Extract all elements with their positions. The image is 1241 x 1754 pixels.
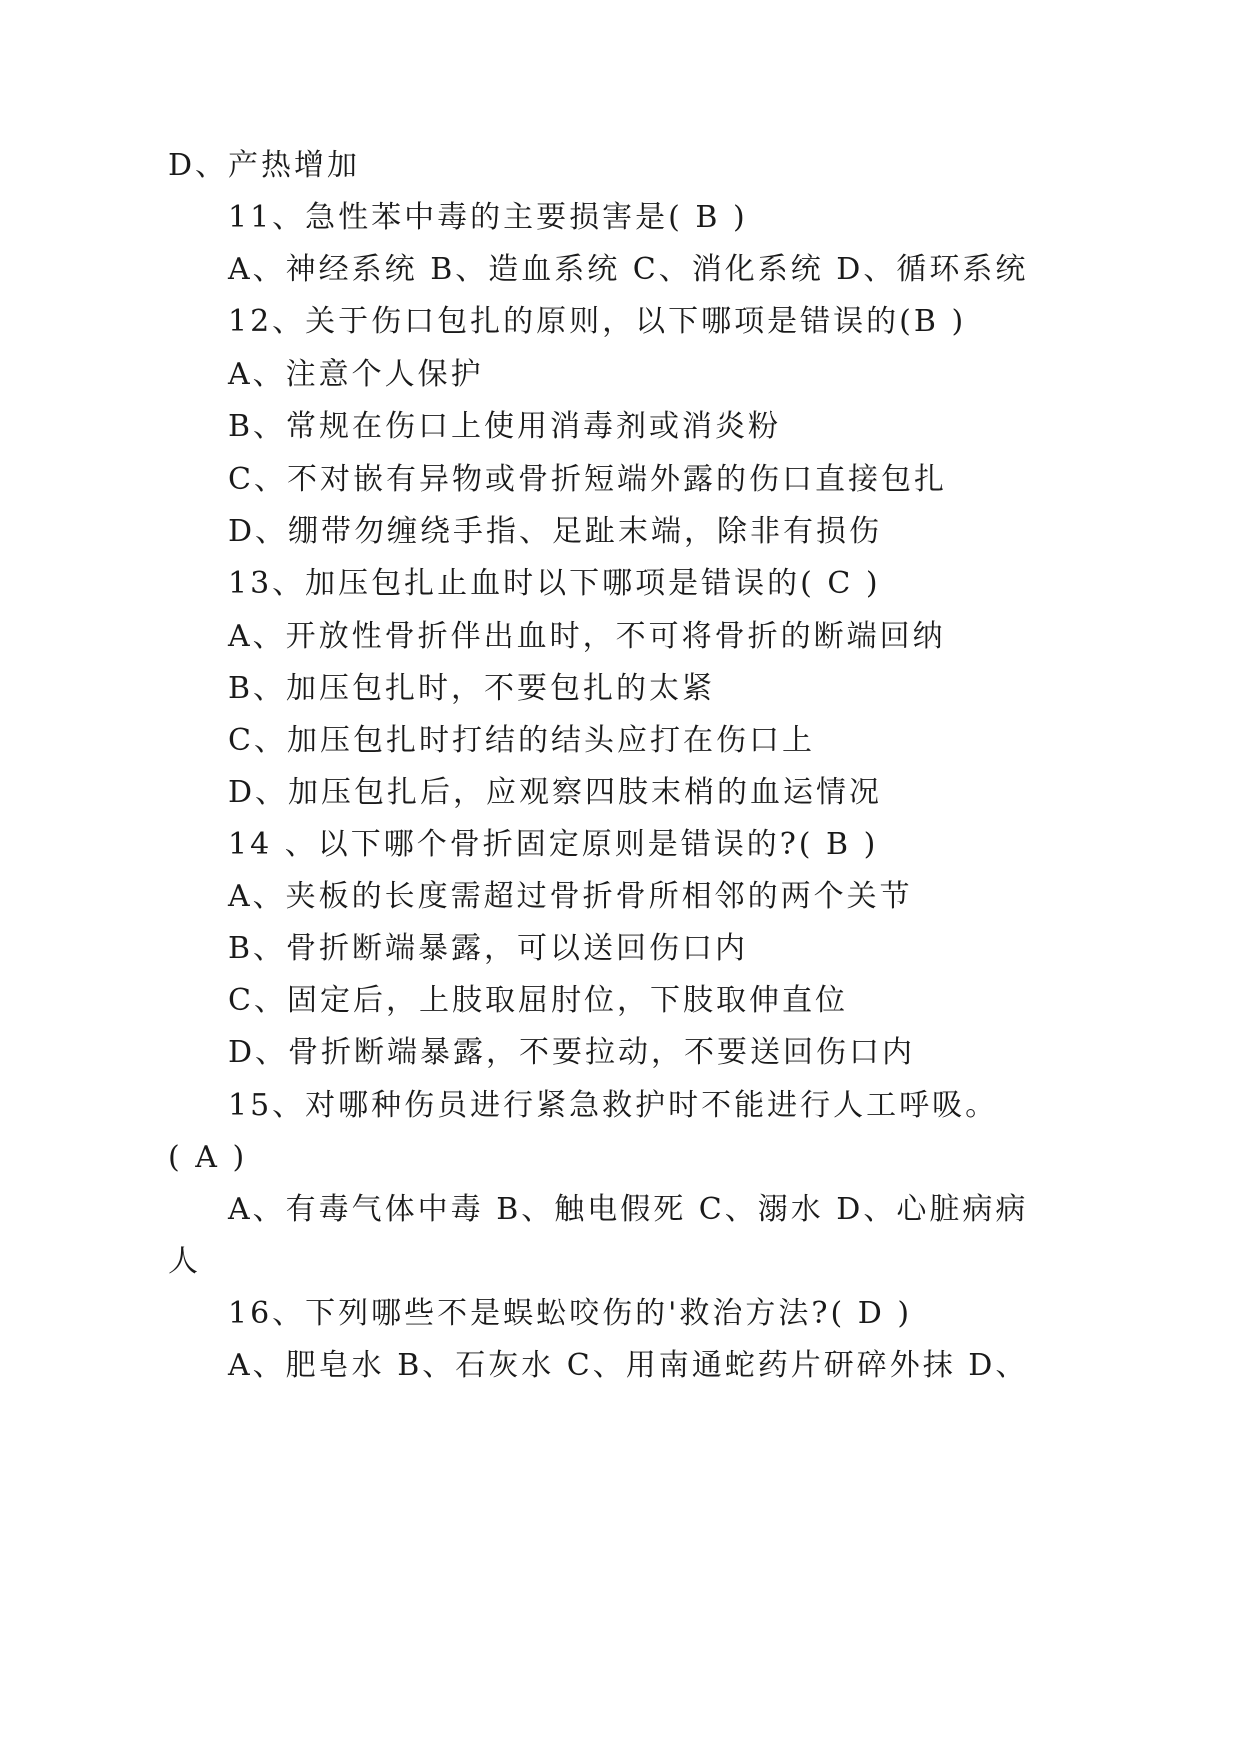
option-b-q13: B、加压包扎时，不要包扎的太紧 <box>228 671 716 706</box>
options-q11: A、神经系统 B、造血系统 C、消化系统 D、循环系统 <box>228 252 1029 287</box>
options-q15-continued: 人 <box>168 1244 201 1279</box>
question-16: 16、下列哪些不是蜈蚣咬伤的'救治方法?( D ) <box>228 1296 913 1331</box>
question-15: 15、对哪种伤员进行紧急救护时不能进行人工呼吸。 <box>228 1088 999 1123</box>
answer-q15: ( A ) <box>168 1140 248 1175</box>
option-c-q12: C、不对嵌有异物或骨折短端外露的伤口直接包扎 <box>228 462 947 497</box>
option-a-q13: A、开放性骨折伴出血时，不可将骨折的断端回纳 <box>228 619 946 654</box>
option-d-q12: D、绷带勿缠绕手指、足趾末端，除非有损伤 <box>228 514 883 549</box>
option-b-q14: B、骨折断端暴露，可以送回伤口内 <box>228 931 749 966</box>
question-13: 13、加压包扎止血时以下哪项是错误的( C ) <box>228 566 881 601</box>
option-d-q14: D、骨折断端暴露，不要拉动，不要送回伤口内 <box>228 1035 916 1070</box>
option-a-q12: A、注意个人保护 <box>228 357 484 392</box>
option-d-q13: D、加压包扎后，应观察四肢末梢的血运情况 <box>228 775 883 810</box>
option-b-q12: B、常规在伤口上使用消毒剂或消炎粉 <box>228 409 782 444</box>
options-q16: A、肥皂水 B、石灰水 C、用南通蛇药片研碎外抹 D、 <box>228 1348 1029 1383</box>
question-12: 12、关于伤口包扎的原则，以下哪项是错误的(B ) <box>228 304 967 339</box>
options-q15: A、有毒气体中毒 B、触电假死 C、溺水 D、心脏病病 <box>228 1192 1029 1227</box>
question-14: 14 、以下哪个骨折固定原则是错误的?( B ) <box>228 827 879 862</box>
question-11: 11、急性苯中毒的主要损害是( B ) <box>228 200 748 235</box>
option-c-q13: C、加压包扎时打结的结头应打在伤口上 <box>228 723 815 758</box>
option-a-q14: A、夹板的长度需超过骨折骨所相邻的两个关节 <box>228 879 913 914</box>
option-c-q14: C、固定后，上肢取屈肘位，下肢取伸直位 <box>228 983 848 1018</box>
option-d-q10: D、产热增加 <box>168 148 361 183</box>
